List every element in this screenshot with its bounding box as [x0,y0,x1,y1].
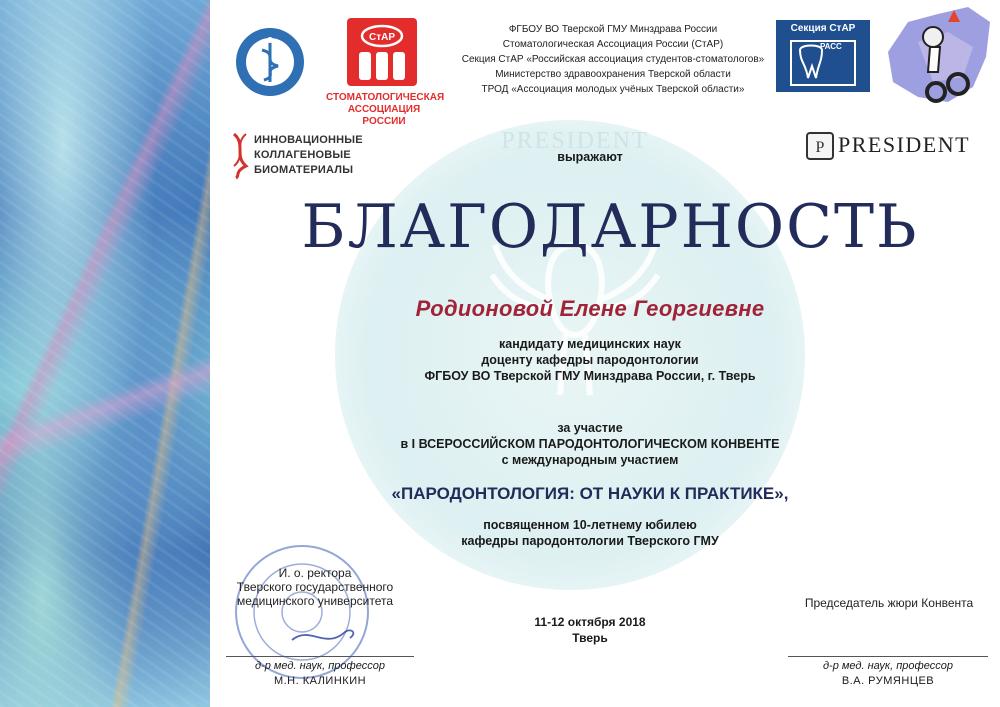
star-logo-box [347,18,417,86]
convent-title: «ПАРОДОНТОЛОГИЯ: ОТ НАУКИ К ПРАКТИКЕ», [391,484,789,503]
inno-line1: ИННОВАЦИОННЫЕ [254,134,363,146]
participation-line: за участие [557,421,623,435]
inno-line3: БИОМАТЕРИАЛЫ [254,164,354,176]
rector-degree: д-р мед. наук, профессор [254,660,386,672]
section-logo-title: Секция СтАР [790,23,856,34]
rector-signature-line [226,656,414,657]
organizer-line: Секция СтАР «Российская ассоциация студентов-стоматологов» [461,54,765,65]
jury-chair-name: В.А. РУМЯНЦЕВ [841,675,935,687]
participation-line: в I ВСЕРОССИЙСКОМ ПАРОДОНТОЛОГИЧЕСКОМ КОНВЕНТЕ [400,437,780,451]
rector-role-line: И. о. ректора [278,566,352,580]
decorative-side-image [0,0,210,707]
inno-text [254,133,363,178]
rector-role-line: Тверского государственного [236,580,394,594]
event-city: Тверь [572,631,608,645]
recipient-name: Родионовой Елене Георгиевне [415,296,765,321]
organizer-line: ТРОД «Ассоциация молодых учёных Тверской области» [481,84,745,95]
credential-line: ФГБОУ ВО Тверской ГМУ Минздрава России, г. Тверь [424,369,756,383]
event-dates [510,614,670,646]
president-name: PRESIDENT [838,132,971,157]
star-caption-line2: АССОЦИАЦИЯ РОССИИ [347,104,421,127]
dna-helix-icon [230,132,250,180]
president-logo [806,130,986,162]
president-mark-icon [806,132,834,160]
express-text: выражают [557,150,623,164]
tver-region-map-icon [878,2,996,114]
recipient-credentials [340,336,840,384]
tooth-icon [347,18,417,86]
organizers-list [448,22,778,97]
star-caption-line1: СТОМАТОЛОГИЧЕСКАЯ [326,92,445,103]
participation-line: с международным участием [501,453,679,467]
dedication-line: посвященном 10-летнему юбилею [483,518,697,532]
organizer-line: Стоматологическая Ассоциация России (СтАР) [502,39,724,50]
watermark-text: PRESIDENT [501,128,649,154]
event-date: 11-12 октября 2018 [534,615,646,629]
jury-signature-line [788,656,988,657]
organizer-line: ФГБОУ ВО Тверской ГМУ Минздрава России [508,24,718,35]
rector-name: М.Н. КАЛИНКИН [273,675,367,687]
rector-role [220,566,410,608]
credential-line: доценту кафедры пародонтологии [481,353,699,367]
certificate-title: БЛАГОДАРНОСТЬ [301,192,919,262]
svg-text:P: P [815,139,825,156]
participation-text [340,420,840,468]
rector-role-line: медицинского университета [236,594,394,608]
organizer-line: Министерство здравоохранения Тверской области [495,69,731,80]
star-section-logo [776,20,870,92]
svg-text:СтАР: СтАР [368,32,396,43]
dedication-text [340,517,840,549]
dedication-line: кафедры пародонтологии Тверского ГМУ [461,534,719,548]
section-rass-label: РАСС [820,42,842,51]
jury-chair-degree: д-р мед. наук, профессор [822,660,954,672]
inno-line2: КОЛЛАГЕНОВЫЕ [254,149,351,161]
innovative-collagen-logo [230,132,390,182]
star-association-logo [326,18,445,127]
credential-line: кандидату медицинских наук [499,337,681,351]
jury-chair-role: Председатель жюри Конвента [804,596,974,610]
university-emblem-icon [234,26,306,98]
star-logo-caption [326,92,445,128]
